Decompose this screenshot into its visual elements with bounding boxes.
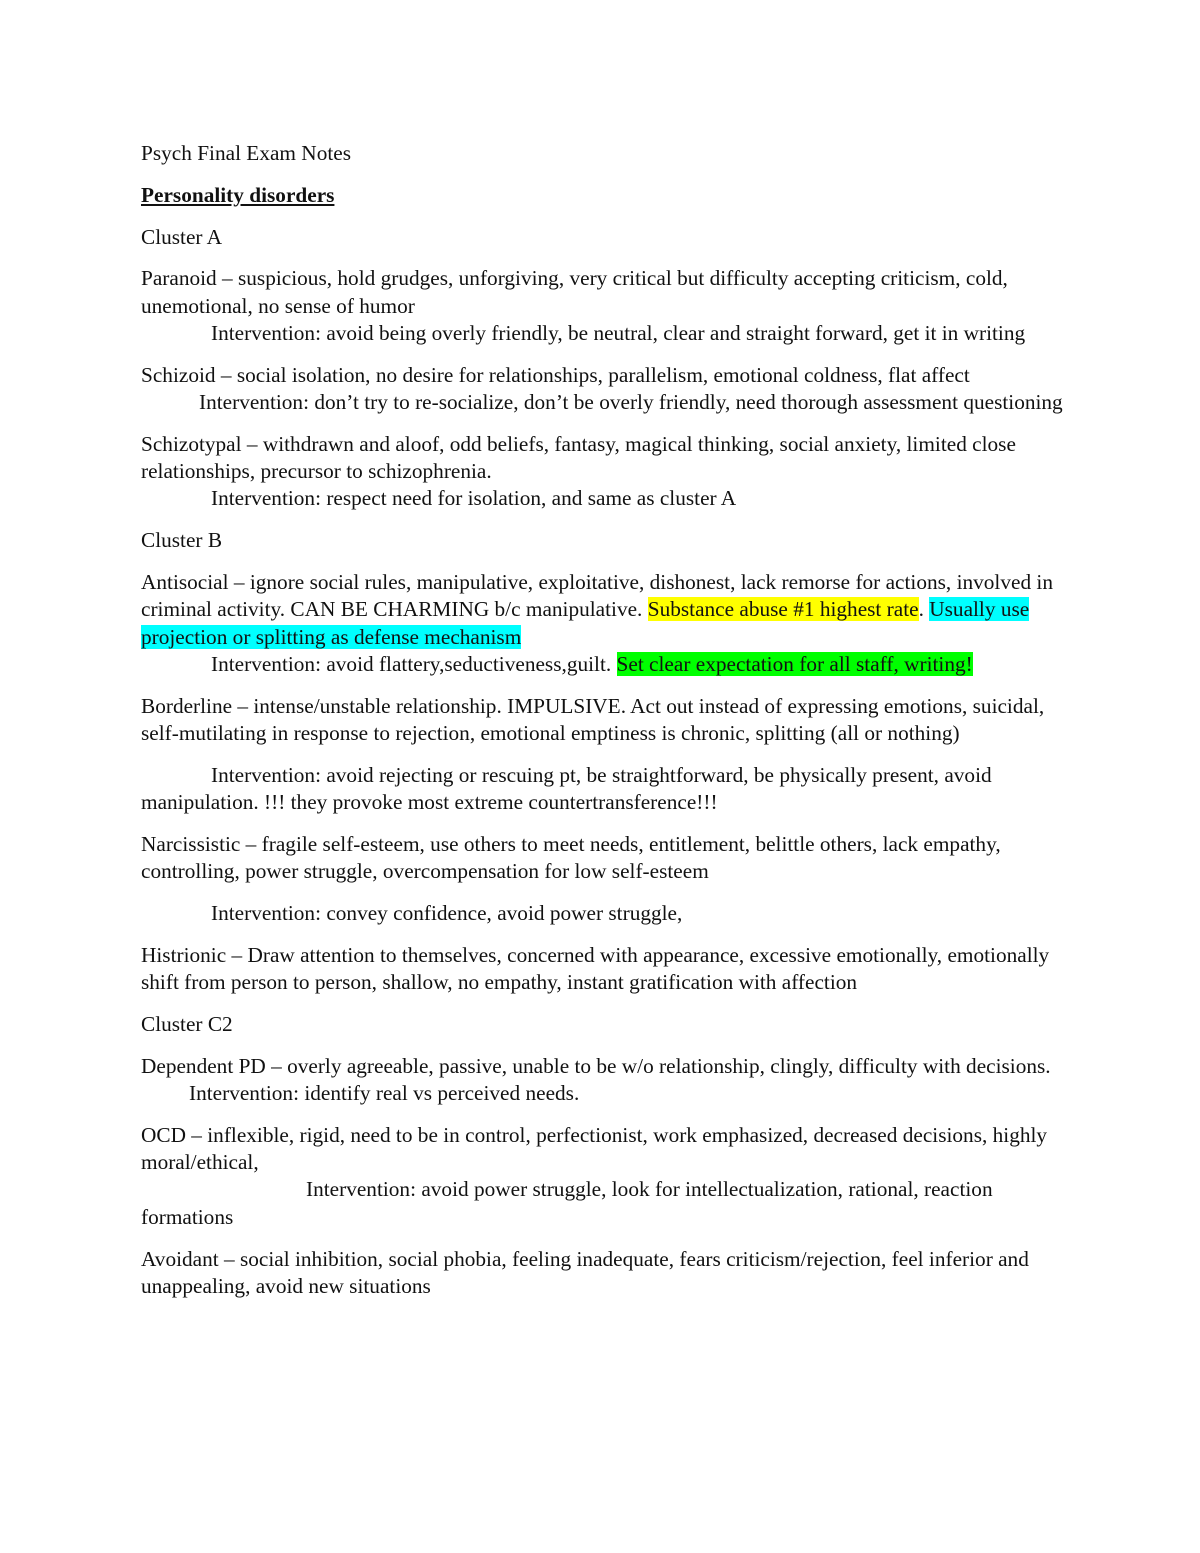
schizotypal-intervention: Intervention: respect need for isolation, and same as cluster A [211,486,737,511]
document-page [141,140,1066,1315]
avoidant-description: Avoidant – social inhibition, social phobia, feeling inadequate, fears criticism/rejection, feel inferior and unappealing, avoid new situations [141,1246,1029,1298]
avoidant-entry [141,1246,1066,1301]
substance-abuse-highlight: Substance abuse #1 highest rate [647,597,919,622]
histrionic-entry [141,942,1066,997]
dependent-entry [141,1053,1066,1108]
schizotypal-description: Schizotypal – withdrawn and aloof, odd beliefs, fantasy, magical thinking, social anxiety, limited close relationships, precursor to schizophrenia. [141,431,1016,484]
cluster-b-label: Cluster B [141,528,223,553]
schizoid-intervention: Intervention: don’t try to re-socialize, don’t be overly friendly, need thorough assessment questioning [199,390,1063,415]
narcissistic-description: Narcissistic – fragile self-esteem, use others to meet needs, entitlement, belittle others, lack empathy, controlling, power struggle, overcompensation for low self-esteem [141,831,1001,884]
borderline-entry [141,693,1066,748]
borderline-description: Borderline – intense/unstable relationship. IMPULSIVE. Act out instead of expressing emotions, suicidal, self-mutilating in response to rejection, emotional emptiness is chronic, splitting (all or nothing) [141,693,1045,746]
borderline-intervention-entry [141,762,1066,817]
clear-expectation-highlight: Set clear expectation for all staff, writing! [616,651,973,676]
ocd-description: OCD – inflexible, rigid, need to be in control, perfectionist, work emphasized, decreased decisions, highly moral/ethical, [141,1122,1048,1175]
section-heading: Personality disorders [141,182,335,207]
paranoid-intervention: Intervention: avoid being overly friendly, be neutral, clear and straight forward, get it in writing [211,320,1026,345]
defense-mechanism-highlight: Usually use projection or splitting as defense mechanism [141,597,1030,649]
antisocial-intervention: Intervention: avoid flattery,seductiveness,guilt. [211,651,617,676]
paranoid-entry [141,265,1066,347]
paranoid-description: Paranoid – suspicious, hold grudges, unforgiving, very critical but difficulty accepting criticism, cold, unemotional, no sense of humor [141,266,1008,318]
schizoid-description: Schizoid – social isolation, no desire for relationships, parallelism, emotional coldness, flat affect [141,362,970,387]
borderline-intervention: Intervention: avoid rejecting or rescuing pt, be straightforward, be physically present, avoid manipulation. !!! they provoke most extreme countertransference!!! [141,762,992,815]
schizoid-entry [141,362,1066,417]
dependent-intervention: Intervention: identify real vs perceived needs. [189,1081,580,1106]
narcissistic-intervention-entry [141,900,1066,927]
antisocial-separator: . [918,597,930,622]
cluster-a-label: Cluster A [141,224,223,249]
histrionic-description: Histrionic – Draw attention to themselves, concerned with appearance, excessive emotionally, emotionally shift from person to person, shallow, no empathy, instant gratification with affection [141,942,1050,995]
document-title: Psych Final Exam Notes [141,141,351,165]
dependent-description: Dependent PD – overly agreeable, passive, unable to be w/o relationship, clingly, difficulty with decisions. [141,1053,1051,1078]
antisocial-entry [141,569,1066,678]
narcissistic-intervention: Intervention: convey confidence, avoid power struggle, [211,901,683,926]
ocd-entry [141,1122,1066,1231]
antisocial-description: Antisocial – ignore social rules, manipulative, exploitative, dishonest, lack remorse for actions, involved in criminal activity. CAN BE CHARMING b/c manipulative. [141,570,1053,622]
cluster-c-label: Cluster C2 [141,1011,233,1036]
narcissistic-entry [141,831,1066,886]
ocd-intervention: Intervention: avoid power struggle, look for intellectualization, rational, reaction formations [141,1177,993,1229]
schizotypal-entry [141,431,1066,513]
